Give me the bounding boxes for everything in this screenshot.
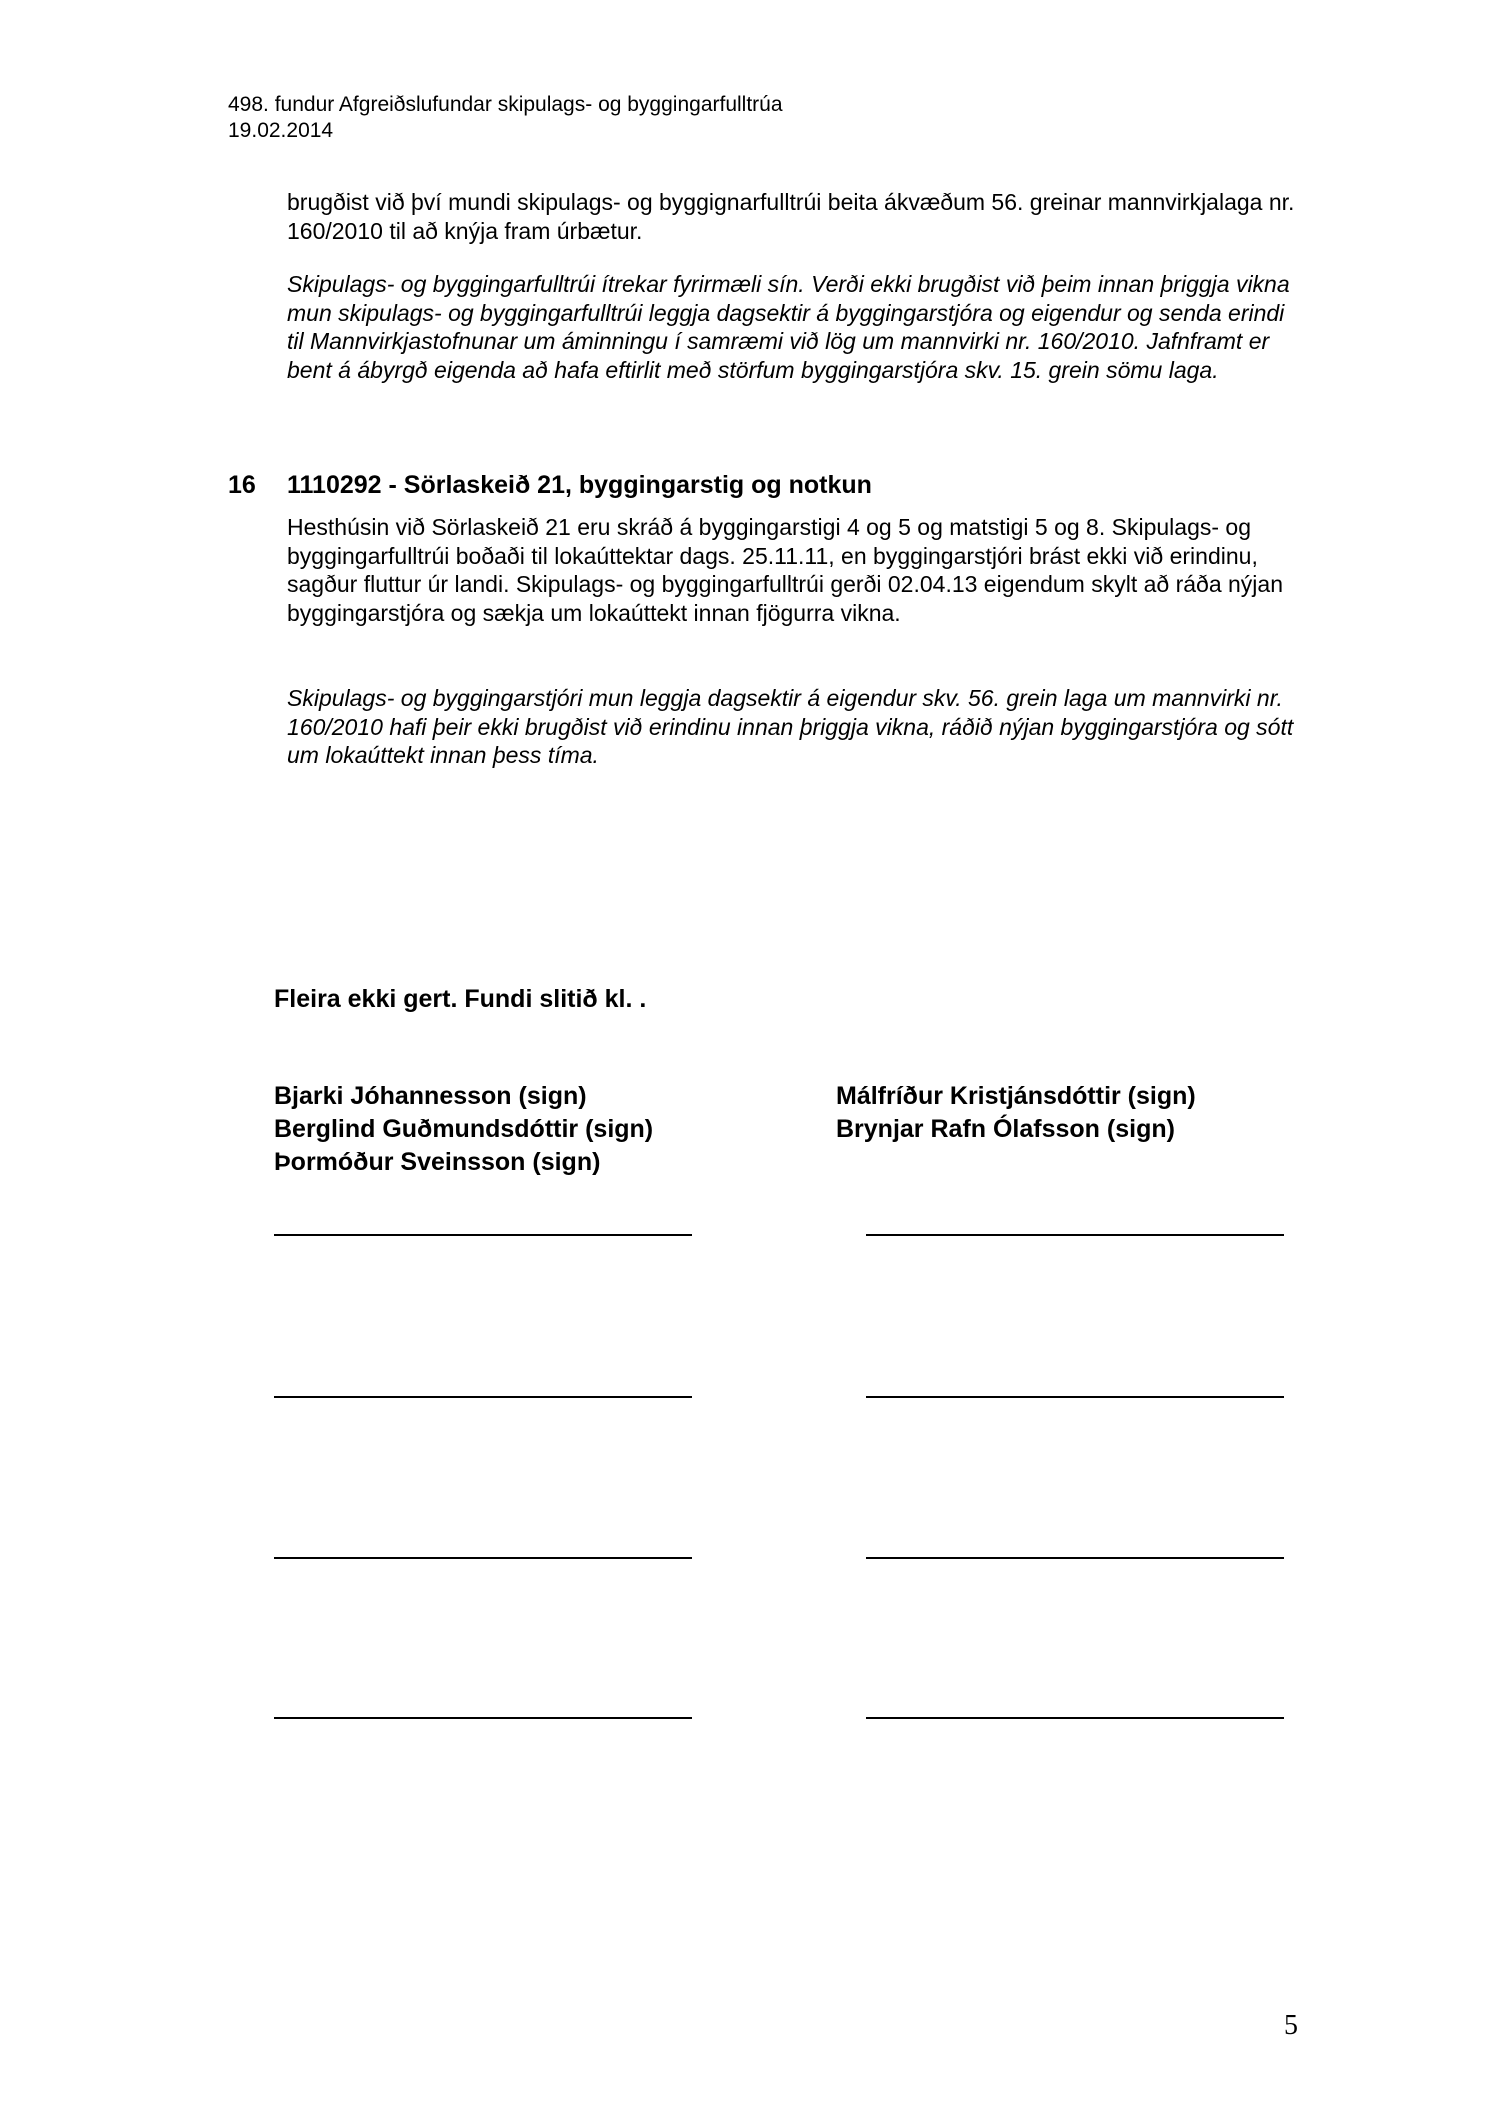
meeting-date: 19.02.2014 (228, 119, 334, 142)
signatures-right (836, 1080, 1196, 1146)
page-number: 5 (1284, 2010, 1298, 2041)
page-header (228, 92, 783, 144)
previous-item-decision: Skipulags- og byggingarfulltrúi ítrekar fyrirmæli sín. Verði ekki brugðist við þeim innan þriggja vikna mun skipulags- og byggingarfulltrúi leggja dagsektir á byggingarstjóra og eigendur og senda erindi til Mannvirkjastofnunar um áminningu í samræmi við lög um mannvirki nr. 160/2010. Jafnframt er bent á ábyrgð eigenda að hafa eftirlit með störfum byggingarstjóra skv. 15. grein sömu laga. (287, 271, 1290, 383)
signatory-name: Brynjar Rafn Ólafsson (sign) (836, 1115, 1175, 1143)
previous-item-text: brugðist við því mundi skipulags- og byggignarfulltrúi beita ákvæðum 56. greinar mannvirkjalaga nr. 160/2010 til að knýja fram úrbætur. (287, 189, 1295, 244)
signatory-name: Þormóður Sveinsson (sign) (274, 1148, 601, 1176)
signature-line (274, 1717, 692, 1719)
signature-line (274, 1557, 692, 1559)
signature-line (866, 1234, 1284, 1236)
signature-line (866, 1717, 1284, 1719)
item-number: 16 (228, 471, 256, 499)
meeting-title: 498. fundur Afgreiðslufundar skipulags- og byggingarfulltrúa (228, 93, 783, 116)
signatures-left (274, 1080, 653, 1179)
signature-line (866, 1557, 1284, 1559)
signature-line (866, 1396, 1284, 1398)
signatory-name: Bjarki Jóhannesson (sign) (274, 1082, 587, 1110)
signatory-name: Berglind Guðmundsdóttir (sign) (274, 1115, 654, 1143)
item-title: 1110292 - Sörlaskeið 21, byggingarstig og notkun (287, 471, 872, 499)
item-decision: Skipulags- og byggingarstjóri mun leggja dagsektir á eigendur skv. 56. grein laga um mannvirki nr. 160/2010 hafi þeir ekki brugðist við erindinu innan þriggja vikna, ráðið nýjan byggingarstjóra og sótt um lokaúttekt innan þess tíma. (287, 685, 1294, 768)
item-text: Hesthúsin við Sörlaskeið 21 eru skráð á byggingarstigi 4 og 5 og matstigi 5 og 8. Skipulags- og byggingarfulltrúi boðaði til lokaúttektar dags. 25.11.11, en byggingarstjóri brást ekki við erindinu, sagður fluttur úr landi. Skipulags- og byggingarfulltrúi gerði 02.04.13 eigendum skylt að ráða nýjan byggingarstjóra og sækja um lokaúttekt innan fjögurra vikna. (287, 514, 1283, 626)
signature-line (274, 1234, 692, 1236)
signature-line (274, 1396, 692, 1398)
signatory-name: Málfríður Kristjánsdóttir (sign) (836, 1082, 1196, 1110)
closing-statement: Fleira ekki gert. Fundi slitið kl. . (274, 985, 647, 1013)
